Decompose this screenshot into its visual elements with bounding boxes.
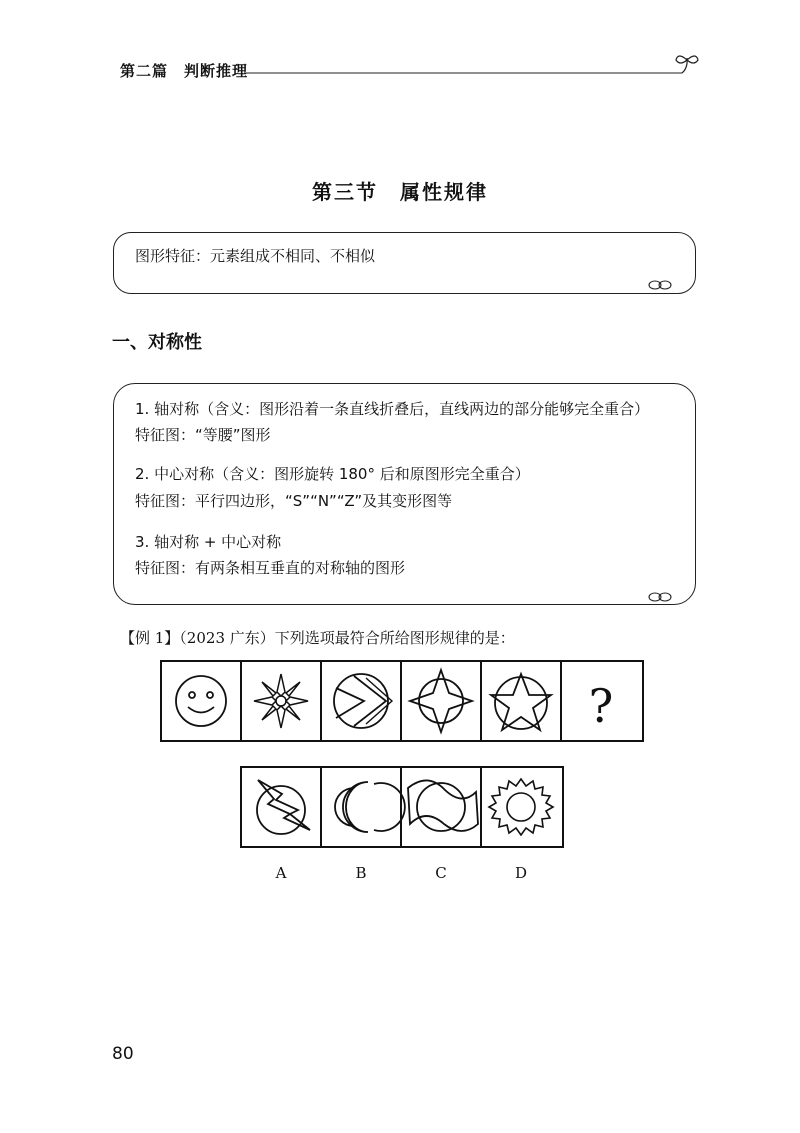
sprout-icon — [676, 56, 698, 73]
compass-sun-icon — [254, 674, 308, 728]
header-rule — [0, 0, 800, 100]
chapter-header: 第二篇 判断推理 — [120, 62, 249, 80]
four-point-star-circle-icon — [410, 670, 472, 732]
leaf-icon — [648, 278, 672, 292]
options-figure-row — [240, 766, 564, 848]
section-title: 第三节 属性规律 — [312, 180, 488, 204]
symmetry-line: 特征图：“等腰”图形 — [135, 426, 271, 444]
question-figure-row — [160, 660, 644, 742]
leaf-icon — [648, 590, 672, 604]
example-question: 【例 1】（2023 广东）下列选项最符合所给图形规律的是： — [120, 629, 515, 647]
subsection-title: 一、对称性 — [112, 332, 202, 353]
crescent-circles-icon — [335, 782, 405, 832]
option-label-c[interactable]: C — [435, 864, 447, 882]
smiley-face-icon — [176, 676, 226, 726]
option-label-d[interactable]: D — [514, 864, 528, 882]
symmetry-line: 1. 轴对称（含义：图形沿着一条直线折叠后，直线两边的部分能够完全重合） — [135, 400, 650, 418]
page-number: 80 — [112, 1044, 134, 1064]
chevron-circle-icon — [334, 674, 392, 728]
option-label-a[interactable]: A — [275, 864, 287, 882]
gear-circle-icon — [489, 779, 553, 835]
five-point-star-circle-icon — [491, 674, 551, 730]
symmetry-line: 3. 轴对称 + 中心对称 — [135, 533, 282, 551]
symmetry-line: 2. 中心对称（含义：图形旋转 180° 后和原图形完全重合） — [135, 465, 530, 483]
question-mark-icon: ? — [588, 679, 614, 733]
symmetry-line: 特征图：平行四边形，“S”“N”“Z”及其变形图等 — [135, 492, 453, 510]
feature-text: 图形特征：元素组成不相同、不相似 — [135, 247, 376, 265]
lightning-circle-icon — [257, 780, 310, 834]
option-label-b[interactable]: B — [355, 864, 367, 882]
symmetry-line: 特征图：有两条相互垂直的对称轴的图形 — [135, 559, 406, 577]
wave-circle-icon — [408, 780, 478, 831]
